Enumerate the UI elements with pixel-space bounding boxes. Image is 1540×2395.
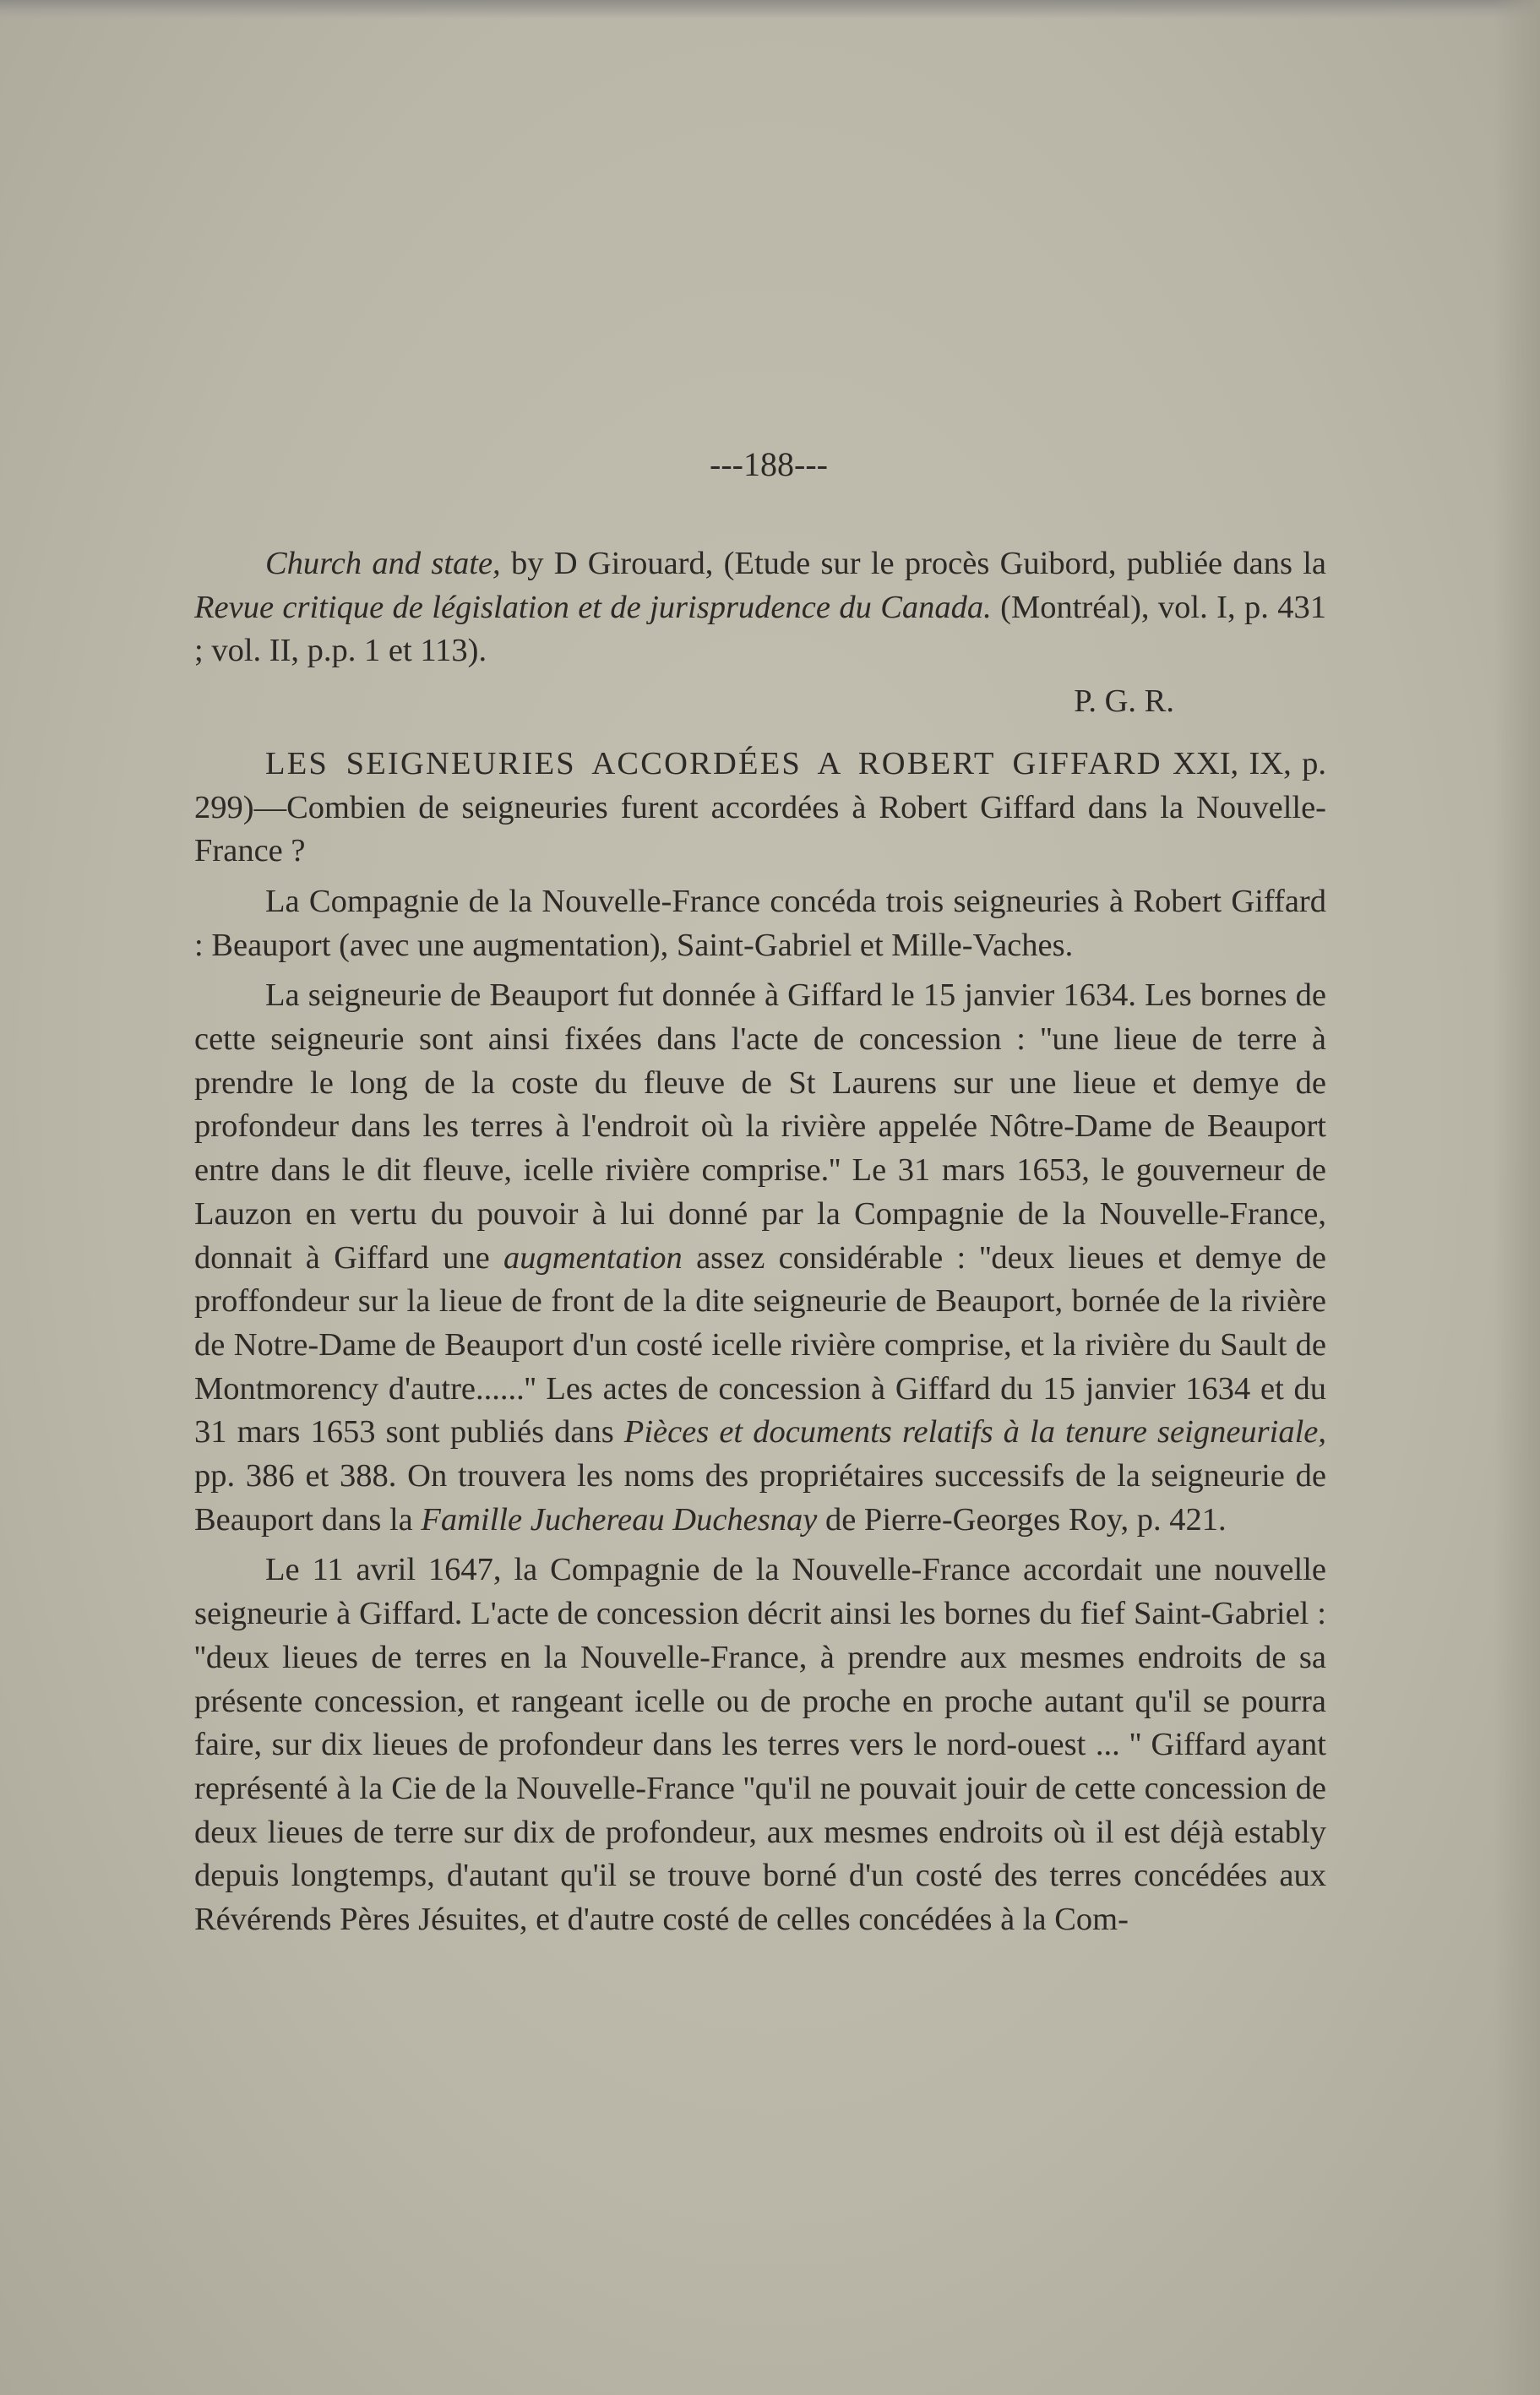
bibliography-title: Church and state, [265,546,501,581]
paragraph-2-italic-augmentation: augmentation [503,1239,683,1276]
paragraph-3: Le 11 avril 1647, la Compagnie de la Nouvelle-France accordait une nouvelle seigneurie à Giffard. L'acte de concession décrit ainsi les bornes du fief Saint-Gabriel : ''deux lieues de terres en la Nouvelle-France, à prendre aux mesmes endroits de sa présente concession, et rangeant icelle ou de proche en proche autant qu'il se pourra faire, sur dix lieues de profondeur dans les terres vers le nord-ouest ... '' Giffard ayant représenté à la Cie de la Nouvelle-France ''qu'il ne pouvait jouir de cette concession de deux lieues de terre sur dix de profondeur, aux mesmes endroits où il est déjà estably depuis longtemps, d'autant qu'il se trouve borné d'un costé des terres concédées aux Révérends Pères Jésuites, et d'autre costé de celles concédées à la Com- [194,1552,1326,1938]
paragraph-2-part-c: assez considérable : ''deux lieues et demye de proffondeur sur la lieue de front de la dite seigneurie de Beauport, bornée de la rivière de Notre-Dame de Beauport d'un costé icelle rivière comprise, et la rivière du Sault de Montmorency d'autre......'' Les actes de concession à Giffard du 15 janvier 1634 et du 31 mars 1653 sont publiés dans [194,1239,1326,1451]
article-question [194,743,1326,874]
page-top-edge-shadow [0,0,1540,19]
paragraph-1: La Compagnie de la Nouvelle-France concéda trois seigneuries à Robert Giffard : Beauport (avec une augmentation), Saint-Gabriel et Mille-Vaches. [194,883,1326,963]
article-heading: LES SEIGNEURIES ACCORDÉES A ROBERT GIFFARD [265,745,1162,781]
paragraph-2-part-g: de Pierre-Georges Roy, p. 421. [817,1501,1227,1538]
bibliography-journal: Revue critique de législation et de jurisprudence du Canada. [194,589,992,625]
paragraph-2-italic-famille: Famille Juchereau Duchesnay [421,1501,818,1538]
paragraph-2 [194,974,1326,1542]
paragraph-2-part-e: pp. 386 et 388. On trouvera les noms des propriétaires successifs de la seigneurie de Beauport dans la [194,1458,1326,1538]
article-question-text: XXI, IX, p. 299)—Combien de seigneuries furent accordées à Robert Giffard dans la Nouvelle-France ? [194,745,1326,869]
paragraph-2-italic-pieces: Pièces et documents relatifs à la tenure seigneuriale, [623,1414,1326,1451]
page-binding-shadow [1494,0,1540,2395]
page-text-block [194,439,1326,1949]
bibliography-text-1: by D Girouard, (Etude sur le procès Guibord, publiée dans la [500,546,1326,581]
bibliography-text-2: (Montréal), vol. I, p. 431 ; vol. II, p.p. 1 et 113). [194,589,1326,669]
paragraph-2-part-a: La seigneurie de Beauport fut donnée à Giffard le 15 janvier 1634. Les bornes de cette seigneurie sont ainsi fixées dans l'acte de concession : ''une lieue de terre à prendre le long de la coste du fleuve de St Laurens sur une lieue et demye de profondeur dans les terres à l'endroit où la rivière appelée Nôtre-Dame de Beauport entre dans le dit fleuve, icelle rivière comprise.'' Le 31 mars 1653, le gouverneur de Lauzon en vertu du pouvoir à lui donné par la Compagnie de la Nouvelle-France, donnait à Giffard une [194,977,1326,1276]
page-number: ---188--- [710,445,828,483]
author-initials: P. G. R. [1074,683,1174,720]
bibliography-entry [194,542,1326,673]
